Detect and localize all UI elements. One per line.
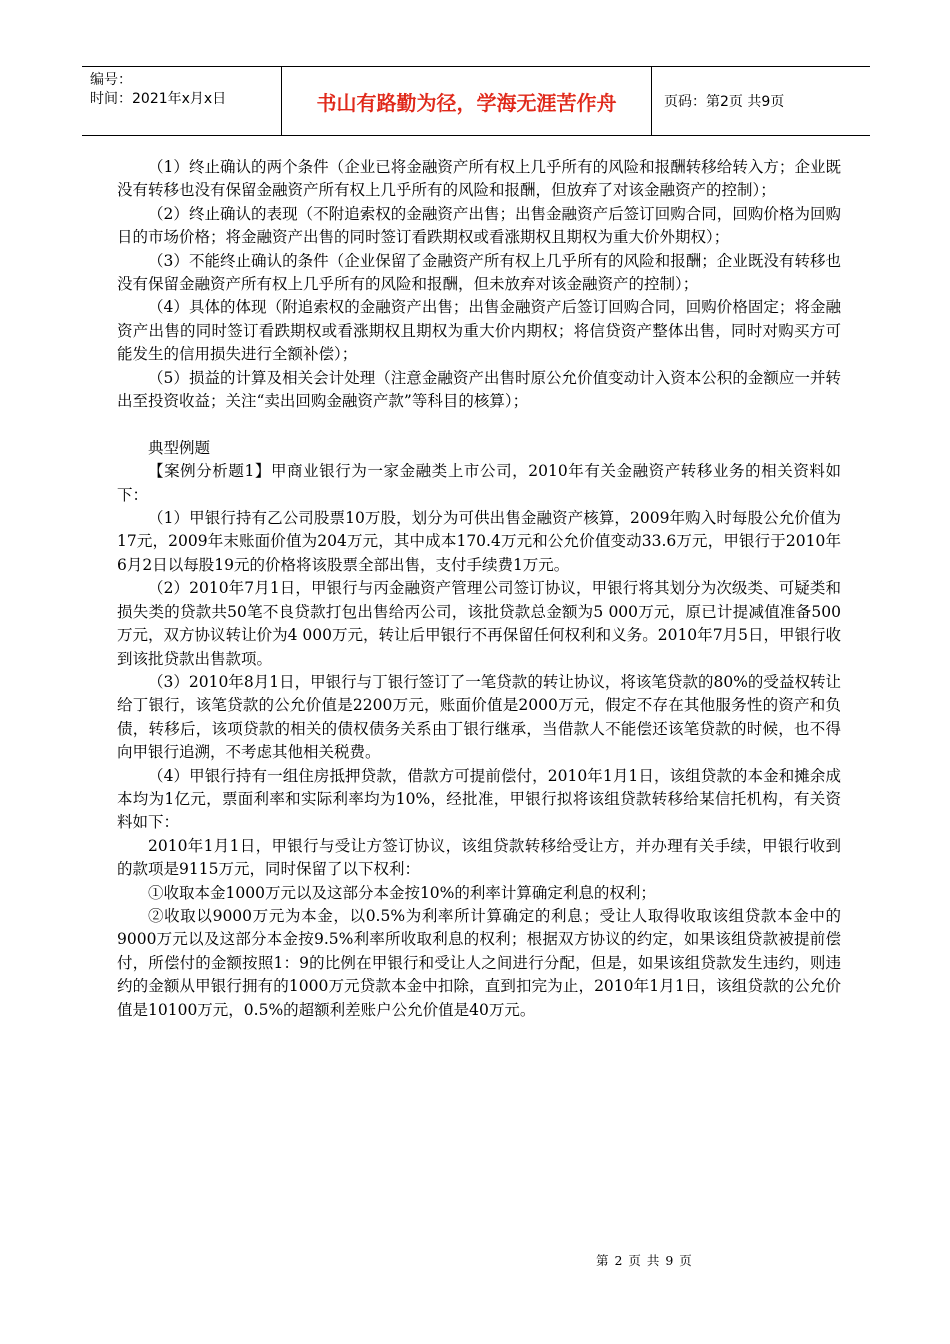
header-page-info: 页码：第2页 共9页	[664, 94, 785, 110]
section-heading: 典型例题	[148, 438, 211, 457]
paragraph: （3）不能终止确认的条件（企业保留了金融资产所有权上几乎所有的风险和报酬；企业既没有转移也没有保留金融资产所有权上几乎所有的风险和报酬，但未放弃对该金融资产的控制）；	[117, 251, 841, 294]
paragraph: （2）2010年7月1日，甲银行与丙金融资产管理公司签订协议，甲银行将其划分为次级类、可疑类和损失类的贷款共50笔不良贷款打包出售给丙公司，该批贷款总金额为5 000万元，原已计提减值准备500万元，双方协议转让价为4 000万元，转让后甲银行不再保留任何权利和义务。2010年7月5日，甲银行收到该批贷款出售款项。	[117, 579, 841, 668]
paragraph: 2010年1月1日，甲银行与受让方签订协议，该组贷款转移给受让方，并办理有关手续，甲银行收到的款项是9115万元，同时保留了以下权利：	[117, 836, 841, 879]
document-body	[117, 156, 841, 1022]
paragraph: ②收取以9000万元为本金，以0.5%为利率所计算确定的利息；受让人取得收取该组贷款本金中的9000万元以及这部分本金按9.5%利率所收取利息的权利；根据双方协议的约定，如果该组贷款被提前偿付，所偿付的金额按照1：9的比例在甲银行和受让人之间进行分配，但是，如果该组贷款发生违约，则违约的金额从甲银行拥有的1000万元贷款本金中扣除，直到扣完为止，2010年1月1日，该组贷款的公允价值是10100万元，0.5%的超额利差账户公允价值是40万元。	[117, 906, 841, 1019]
paragraph: （5）损益的计算及相关会计处理（注意金融资产出售时原公允价值变动计入资本公积的金额应一并转出至投资收益；关注“卖出回购金融资产款”等科目的核算）；	[117, 368, 841, 411]
header-motto: 书山有路勤为径，学海无涯苦作舟	[282, 67, 652, 135]
page-header	[82, 66, 870, 136]
document-time-label: 时间：2021年x月x日	[90, 91, 227, 107]
paragraph: （4）甲银行持有一组住房抵押贷款，借款方可提前偿付，2010年1月1日，该组贷款的本金和摊余成本均为1亿元，票面利率和实际利率均为10%，经批准，甲银行拟将该组贷款转移给某信托机构，有关资料如下：	[117, 766, 841, 832]
document-number-label: 编号：	[90, 72, 132, 88]
paragraph-gap	[117, 413, 841, 436]
paragraph: （2）终止确认的表现（不附追索权的金融资产出售；出售金融资产后签订回购合同，回购价格为回购日的市场价格；将金融资产出售的同时签订看跌期权或看涨期权且期权为重大价外期权）；	[117, 204, 841, 247]
paragraph: ①收取本金1000万元以及这部分本金按10%的利率计算确定利息的权利；	[148, 883, 656, 902]
page-footer: 第 2 页 共 9 页	[596, 1253, 693, 1268]
paragraph: （1）甲银行持有乙公司股票10万股，划分为可供出售金融资产核算，2009年购入时每股公允价值为17元，2009年末账面价值为204万元，其中成本170.4万元和公允价值变动33.6万元，甲银行于2010年6月2日以每股19元的价格将该股票全部出售，支付手续费1万元。	[117, 509, 841, 574]
paragraph: 【案例分析题1】甲商业银行为一家金融类上市公司，2010年有关金融资产转移业务的相关资料如下：	[117, 462, 841, 504]
paragraph: （1）终止确认的两个条件（企业已将金融资产所有权上几乎所有的风险和报酬转移给转入方；企业既没有转移也没有保留金融资产所有权上几乎所有的风险和报酬，但放弃了对该金融资产的控制）；	[117, 158, 841, 200]
paragraph: （4）具体的体现（附追索权的金融资产出售；出售金融资产后签订回购合同，回购价格固定；将金融资产出售的同时签订看跌期权或看涨期权且期权为重大价内期权；将信贷资产整体出售，同时对购买方可能发生的信用损失进行全额补偿）；	[117, 298, 841, 364]
header-meta	[82, 67, 282, 135]
paragraph: （3）2010年8月1日，甲银行与丁银行签订了一笔贷款的转让协议，将该笔贷款的80%的受益权转让给丁银行，该笔贷款的公允价值是2200万元，账面价值是2000万元，假定不存在其他服务性的资产和负债，转移后，该项贷款的相关的债权债务关系由丁银行继承，当借款人不能偿还该笔贷款的时候，也不得向甲银行追溯，不考虑其他相关税费。	[117, 672, 841, 762]
